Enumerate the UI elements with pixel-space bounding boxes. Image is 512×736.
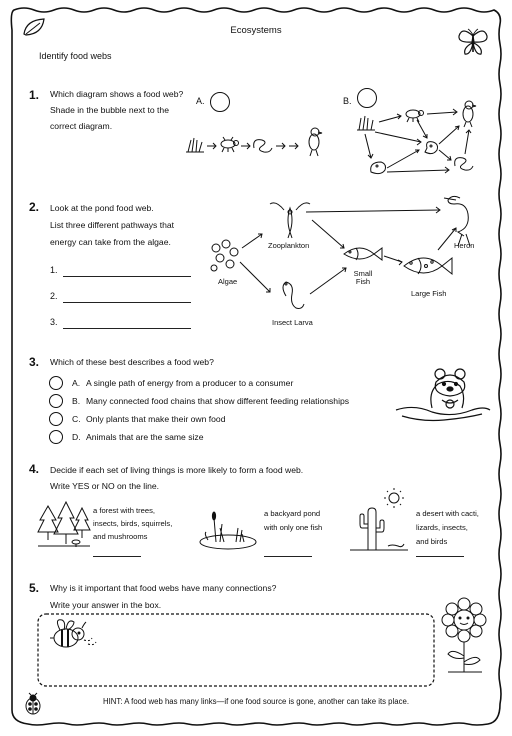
option-a-bubble[interactable] xyxy=(210,92,230,112)
hint-text: HINT: A food web has many links—if one food source is gone, another can take its place. xyxy=(103,697,409,706)
desert-text-line3: and birds xyxy=(416,537,448,546)
page-title: Ecosystems xyxy=(230,25,282,36)
question-2-prompt-line3: energy can take from the algae. xyxy=(50,237,171,247)
pathway-3-line[interactable] xyxy=(63,328,191,329)
question-4-number: 4. xyxy=(29,462,40,476)
forest-answer-line[interactable] xyxy=(93,556,141,557)
choice-b-text: Many connected food chains that show different feeding relationships xyxy=(86,396,350,406)
sea-otter-icon xyxy=(392,364,492,426)
algae-label: Algae xyxy=(218,277,238,286)
pathway-1-label: 1. xyxy=(50,265,58,275)
question-3-prompt: Which of these best describes a food web? xyxy=(50,357,214,367)
desert-text-line2: lizards, insects, xyxy=(416,523,468,532)
choice-d-letter: D. xyxy=(72,432,81,442)
question-2-prompt-line1: Look at the pond food web. xyxy=(50,203,154,213)
desert-text-line1: a desert with cacti, xyxy=(416,509,479,518)
question-2-prompt-line2: List three different pathways that xyxy=(50,220,175,230)
pathway-3-label: 3. xyxy=(50,317,58,327)
choice-d-text: Animals that are the same size xyxy=(86,432,204,442)
choice-a-bubble[interactable] xyxy=(49,376,63,390)
insect-larva-label: Insect Larva xyxy=(272,318,313,327)
choice-a-text: A single path of energy from a producer to a consumer xyxy=(86,378,294,388)
choice-c-letter: C. xyxy=(72,414,81,424)
choice-a-letter: A. xyxy=(72,378,81,388)
question-2-number: 2. xyxy=(29,200,40,214)
choice-d-bubble[interactable] xyxy=(49,430,63,444)
pond-icon xyxy=(196,508,260,552)
pathway-1-line[interactable] xyxy=(63,276,191,277)
answer-box[interactable] xyxy=(44,620,430,680)
forest-text-line1: a forest with trees, xyxy=(93,506,156,515)
sunflower-icon xyxy=(436,596,496,678)
heron-label: Heron xyxy=(454,241,475,250)
question-5-number: 5. xyxy=(29,581,40,595)
question-1-prompt-line1: Which diagram shows a food web? xyxy=(50,89,184,99)
pathway-2-line[interactable] xyxy=(63,302,191,303)
choice-c-text: Only plants that make their own food xyxy=(86,414,226,424)
question-1-number: 1. xyxy=(29,88,40,102)
pond-text-line2: with only one fish xyxy=(264,523,323,532)
large-fish-label: Large Fish xyxy=(411,289,447,298)
small-fish-label: Small Fish xyxy=(353,269,373,286)
question-3-number: 3. xyxy=(29,355,40,369)
question-1-prompt-line3: correct diagram. xyxy=(50,121,113,131)
diagram-a-food-chain xyxy=(186,124,336,160)
choice-b-bubble[interactable] xyxy=(49,394,63,408)
zooplankton-label: Zooplankton xyxy=(268,241,310,250)
question-1-prompt-line2: Shade in the bubble next to the xyxy=(50,105,169,115)
forest-icon xyxy=(36,500,92,554)
page-subtitle: Identify food webs xyxy=(39,51,112,61)
forest-text-line3: and mushrooms xyxy=(93,532,148,541)
choice-c-bubble[interactable] xyxy=(49,412,63,426)
question-5-prompt-line1: Why is it important that food webs have many connections? xyxy=(50,583,277,593)
leaf-icon xyxy=(22,16,48,38)
question-4-prompt-line2: Write YES or NO on the line. xyxy=(50,481,160,491)
question-4-prompt-line1: Decide if each set of living things is more likely to form a food web. xyxy=(50,465,304,475)
forest-text-line2: insects, birds, squirrels, xyxy=(93,519,173,528)
choice-b-letter: B. xyxy=(72,396,81,406)
question-5-prompt-line2: Write your answer in the box. xyxy=(50,600,162,610)
butterfly-icon xyxy=(456,28,490,58)
option-b-label: B. xyxy=(343,96,352,106)
pond-food-web-diagram xyxy=(200,190,490,330)
pond-text-line1: a backyard pond xyxy=(264,509,321,518)
pond-answer-line[interactable] xyxy=(264,556,312,557)
option-a-label: A. xyxy=(196,96,205,106)
diagram-b-food-web xyxy=(355,98,495,188)
desert-icon xyxy=(348,486,410,556)
desert-answer-line[interactable] xyxy=(416,556,464,557)
bee-icon xyxy=(44,614,98,654)
pathway-2-label: 2. xyxy=(50,291,58,301)
